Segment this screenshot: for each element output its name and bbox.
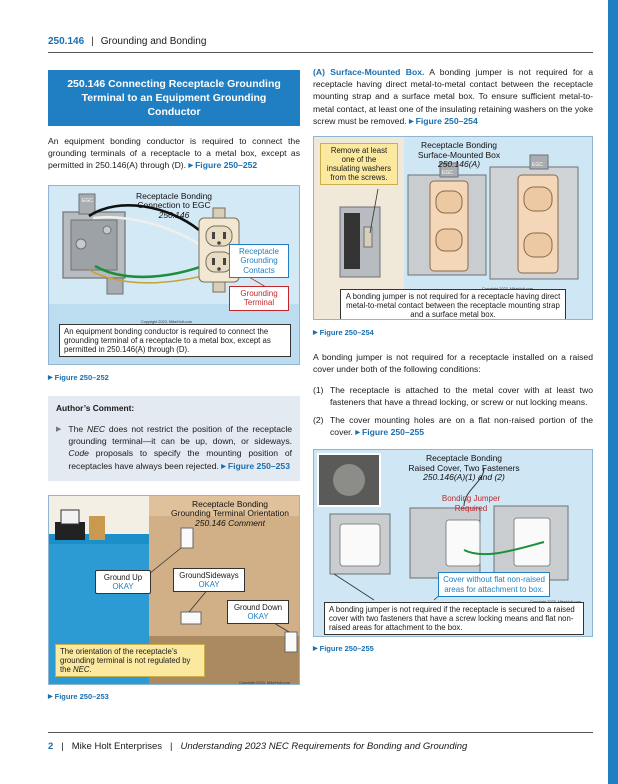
figure-253-note: [55, 644, 205, 677]
figure-253-title-line2: Grounding Terminal Orientation: [171, 508, 289, 519]
figure-252-egc-label: EGC: [82, 197, 93, 204]
subsection-a-text: A bonding jumper is not required for a receptacle having direct metal-to-metal contact between the receptacle mounting strap and a surface metal box. To ensure sufficient metal-to-metal contact, at least one of the insulating retaining washers on the yoke screw must be removed.: [313, 67, 594, 126]
figure-252-title-line1: Receptacle Bonding: [135, 190, 213, 201]
list-item: [313, 414, 593, 439]
figure-252-contacts-label: Receptacle Grounding Contacts: [229, 244, 289, 279]
footer-separator: |: [170, 741, 173, 752]
list-item-text: The receptacle is attached to the metal cover with at least two fasteners that have a thread locking, or screw or nut locking means.: [330, 384, 593, 407]
figure-253-note-nec: NEC: [73, 664, 90, 674]
header-separator: |: [91, 36, 94, 47]
figure-255-jumper-label: Bonding Jumper Required: [441, 494, 501, 513]
figure-254-egc-1: EGC: [442, 170, 453, 177]
ground-up-okay: OKAY: [112, 581, 134, 591]
left-column: [48, 66, 300, 703]
figure-255-title: [398, 454, 530, 483]
footer-separator: |: [61, 741, 64, 752]
ground-sideways-okay: OKAY: [198, 579, 220, 589]
triangle-bullet-icon: ▶: [56, 426, 62, 434]
figure-ref-254[interactable]: ▶ Figure 250–254: [409, 116, 478, 126]
figure-255-caption: ▶ Figure 250–255: [313, 643, 593, 655]
header-rule: [48, 52, 593, 53]
intro-text: An equipment bonding conductor is required to connect the grounding terminals of a receptacle to a metal box, except as permitted in 250.146(A) through (D).: [48, 136, 300, 171]
figure-252-subtitle: 250.146: [158, 209, 190, 220]
author-text-1: The: [68, 424, 87, 435]
figure-250-255: [313, 449, 593, 637]
figure-255-title-line2: Raised Cover, Two Fasteners: [408, 462, 520, 473]
figure-252-caption-box: An equipment bonding conductor is required to connect the grounding terminal of a receptacle to a metal box, except as permitted in 250.146(A) through (D).: [59, 324, 291, 357]
list-item-number: (2): [313, 415, 324, 426]
header-section: 250.146: [48, 36, 85, 47]
author-text-2: does not restrict the position of the receptacle grounding terminal—it can be up, down, or sideways.: [68, 424, 293, 447]
section-title: 250.146 Connecting Receptacle Grounding Terminal to an Equipment Grounding Conductor: [48, 70, 300, 126]
header-title: Grounding and Bonding: [100, 36, 207, 47]
ground-sideways-label: GroundSideways: [179, 570, 239, 580]
authors-comment-text: [68, 423, 292, 473]
figure-254-title-line1: Receptacle Bonding: [420, 140, 498, 151]
figure-253-note-end: .: [89, 664, 92, 674]
raised-cover-intro: A bonding jumper is not required for a receptacle installed on a raised cover under both of the following conditions:: [313, 352, 593, 375]
page-edge-bar: [608, 0, 618, 784]
figure-253-ground-up: [95, 570, 151, 594]
list-item-text-body: The cover mounting holes are on a flat non-raised portion of the cover.: [330, 415, 593, 438]
figure-253-title: [165, 500, 295, 529]
figure-254-caption: ▶ Figure 250–254: [313, 327, 593, 339]
figure-255-cover-label: Cover without flat non-raised areas for attachment to box.: [438, 572, 550, 597]
figure-254-egc-2: EGC: [532, 162, 543, 169]
figure-ref-252[interactable]: ▶ Figure 250–252: [188, 160, 257, 170]
figure-253-ground-sideways: [173, 568, 245, 592]
intro-paragraph: [48, 135, 300, 173]
ground-up-label: Ground Up: [103, 572, 143, 582]
running-header: [48, 36, 206, 47]
list-item-text: [330, 414, 593, 439]
figure-252-caption: ▶ Figure 250–252: [48, 372, 300, 384]
figure-253-copyright: Copyright 2023, MikeHolt.com: [239, 680, 290, 685]
figure-255-caption-box: A bonding jumper is not required if the receptacle is secured to a raised cover with two fasteners that have a screw locking means and flat non-raised areas for attachment to the box.: [324, 602, 584, 635]
list-item: [313, 384, 593, 408]
figure-253-note-text: The orientation of the receptacle’s grounding terminal is not regulated by the: [60, 646, 191, 674]
figure-252-copyright: Copyright 2023, MikeHolt.com: [141, 319, 192, 324]
author-nec: NEC: [86, 424, 106, 435]
running-footer: [48, 741, 467, 752]
figure-255-subtitle: 250.146(A)(1) and (2): [423, 472, 505, 483]
author-text-3: proposals to specify the mounting position of receptacles have always been rejected.: [68, 448, 292, 471]
figure-254-caption-box: A bonding jumper is not required for a receptacle having direct metal-to-metal contact between the receptacle mounting strap and a surface metal box.: [340, 289, 566, 320]
author-code: Code: [68, 448, 89, 459]
figure-ref-255[interactable]: ▶ Figure 250–255: [355, 427, 424, 437]
figure-254-title: [404, 141, 514, 170]
figure-252-terminal-label: Grounding Terminal: [229, 286, 289, 311]
figure-252-title: [119, 192, 229, 221]
right-column: [313, 66, 593, 656]
paragraph-a: [313, 66, 593, 128]
figure-254-title-line2: Surface-Mounted Box: [417, 149, 501, 160]
figure-253-caption: ▶ Figure 250–253: [48, 691, 300, 703]
list-item-number: (1): [313, 384, 324, 395]
figure-ref-253[interactable]: ▶ Figure 250–253: [221, 461, 290, 471]
footer-rule: [48, 732, 593, 733]
authors-comment: [48, 396, 300, 481]
footer-publisher: Mike Holt Enterprises: [71, 741, 163, 752]
page-number: 2: [48, 741, 54, 752]
figure-252-title-line2: Connection to EGC: [137, 200, 211, 211]
figure-253-subtitle: 250.146 Comment: [195, 517, 265, 528]
footer-book-title: Understanding 2023 NEC Requirements for Bonding and Grounding: [180, 741, 468, 752]
figure-250-254: [313, 136, 593, 320]
figure-250-252: [48, 185, 300, 365]
figure-253-title-line1: Receptacle Bonding: [191, 498, 269, 509]
subsection-a-label: (A) Surface-Mounted Box.: [313, 67, 425, 77]
authors-comment-body: [56, 423, 292, 473]
figure-253-ground-down: [227, 600, 289, 624]
ground-down-label: Ground Down: [233, 602, 283, 612]
ground-down-okay: OKAY: [247, 611, 269, 621]
authors-comment-title: Author’s Comment:: [56, 402, 135, 413]
figure-250-253: [48, 495, 300, 685]
figure-254-subtitle: 250.146(A): [437, 159, 481, 170]
figure-255-title-line1: Receptacle Bonding: [425, 453, 503, 464]
figure-254-yellow-note: Remove at least one of the insulating washers from the screws.: [320, 143, 398, 185]
